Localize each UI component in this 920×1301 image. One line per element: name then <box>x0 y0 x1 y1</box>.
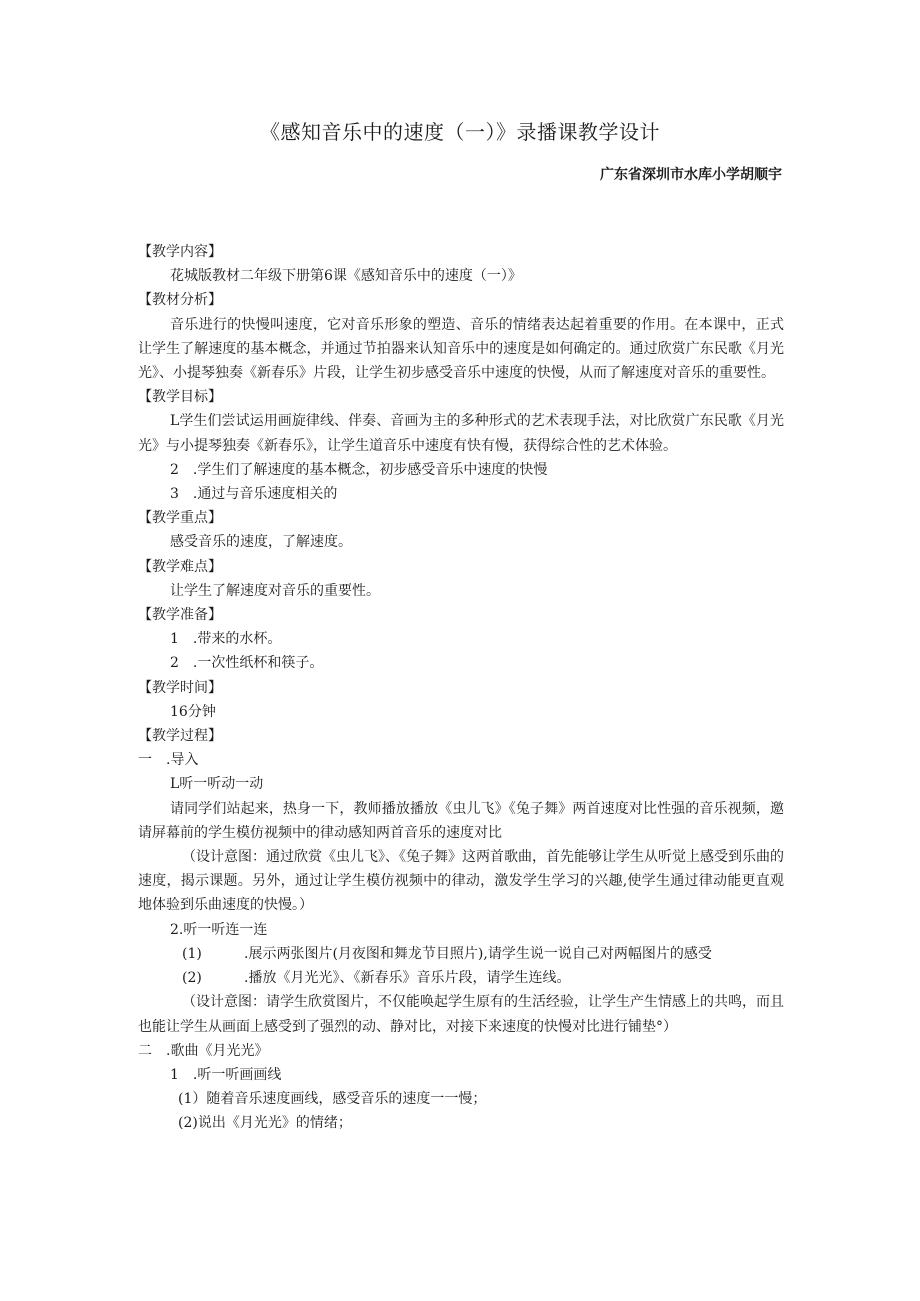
difficulty-text: 让学生了解速度对音乐的重要性。 <box>170 582 380 599</box>
step-2-1-b: (2)说出《月光光》的情绪； <box>178 1115 352 1132</box>
step-1-2-b <box>138 966 784 990</box>
key-points-text: 感受音乐的速度，了解速度。 <box>170 534 352 551</box>
section-2-title: 二 .歌曲《月光光》 <box>138 1042 269 1059</box>
heading-objectives: 【教学目标】 <box>138 389 222 406</box>
heading-key-points: 【教学重点】 <box>138 510 222 527</box>
heading-preparation: 【教学准备】 <box>138 607 222 624</box>
heading-difficulty: 【教学难点】 <box>138 558 222 575</box>
step-1-2-a-number: (1) <box>182 945 202 962</box>
document-title: 《感知音乐中的速度（一）》录播课教学设计 <box>260 120 660 144</box>
step-1-2-intent: （设计意图：请学生欣赏图片，不仅能唤起学生原有的生活经验，让学生产生情感上的共鸣，而且也能让学生从画面上感受到了强烈的动、静对比，对接下来速度的快慢对比进行铺垫°） <box>138 994 784 1035</box>
heading-material-analysis: 【教材分析】 <box>138 292 222 309</box>
time-text: 16分钟 <box>170 703 216 720</box>
preparation-1: 1 .带来的水杯。 <box>170 631 282 648</box>
step-1-2-a-text: .展示两张图片(月夜图和舞龙节目照片),请学生说一说自己对两幅图片的感受 <box>244 945 712 962</box>
section-1-title: 一 .导入 <box>138 752 199 769</box>
heading-teaching-content: 【教学内容】 <box>138 244 222 260</box>
step-1-2-title: 2.听一听连一连 <box>170 921 268 938</box>
teaching-content-text: 花城版教材二年级下册第6课《感知音乐中的速度（一）》 <box>170 268 522 285</box>
objective-1: L学生们尝试运用画旋律线、伴奏、音画为主的多种形式的艺术表现手法，对比欣赏广东民歌《月光光》与小提琴独奏《新春乐》，让学生道音乐中速度有快有慢，获得综合性的艺术体验。 <box>138 413 784 454</box>
step-1-1-title: L听一听动一动 <box>170 776 264 793</box>
preparation-2: 2 .一次性纸杯和筷子。 <box>170 655 324 672</box>
step-1-2-a <box>138 942 784 966</box>
step-1-2-b-text: .播放《月光光》、《新春乐》音乐片段，请学生连线。 <box>244 970 571 987</box>
step-1-1-text: 请同学们站起来，热身一下，教师播放播放《虫儿飞》《兔子舞》两首速度对比性强的音乐视频，邀请屏幕前的学生模仿视频中的律动感知两首音乐的速度对比 <box>138 800 784 841</box>
step-1-1-intent: （设计意图：通过欣赏《虫儿飞》、《兔子舞》这两首歌曲，首先能够让学生从听觉上感受到乐曲的速度，揭示课题。另外，通过让学生模仿视频中的律动，激发学生学习的兴趣,使学生通过律动能更直观地体验到乐曲速度的快慢。） <box>138 849 784 914</box>
objective-3: 3 .通过与音乐速度相关的 <box>170 486 338 503</box>
material-analysis-text: 音乐进行的快慢叫速度，它对音乐形象的塑造、音乐的情绪表达起着重要的作用。在本课中，正式让学生了解速度的基本概念，并通过节拍器来认知音乐中的速度是如何确定的。通过欣赏广东民歌《月光光》、小提琴独奏《新春乐》片段，让学生初步感受音乐中速度的快慢，从而了解速度对音乐的重要性。 <box>138 316 784 382</box>
step-2-1-title: 1 .听一听画画线 <box>170 1066 282 1083</box>
author-line: 广东省深圳市水库小学胡顺宇 <box>600 167 782 183</box>
heading-process: 【教学过程】 <box>138 728 222 745</box>
objective-2: 2 .学生们了解速度的基本概念，初步感受音乐中速度的快慢 <box>170 461 548 478</box>
document-body <box>138 240 784 1136</box>
heading-time: 【教学时间】 <box>138 679 222 696</box>
step-1-2-b-number: (2) <box>182 970 202 987</box>
step-2-1-a: (1）随着音乐速度画线，感受音乐的速度一一慢； <box>178 1091 487 1108</box>
